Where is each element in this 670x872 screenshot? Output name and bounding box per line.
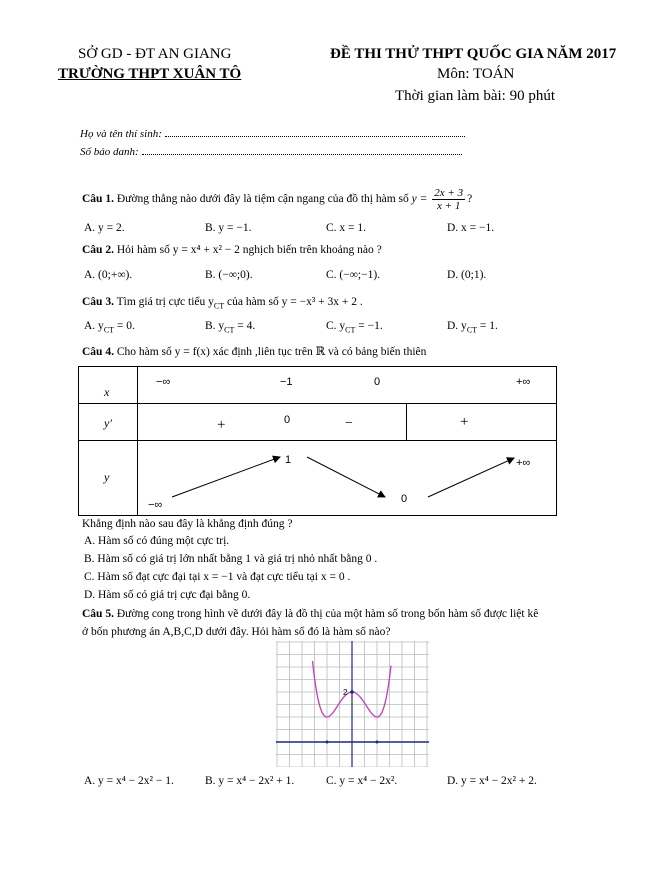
vt-x-pos-inf: +∞ — [516, 376, 531, 388]
vt-sign-minus: − — [345, 416, 353, 431]
q3-c-sub: CT — [345, 325, 356, 335]
duration: Thời gian làm bài: 90 phút — [395, 88, 555, 104]
q5-option-d[interactable]: D. y = x⁴ − 2x² + 2. — [447, 775, 537, 787]
question-2-label: Câu 2. — [82, 244, 114, 256]
q4-option-d[interactable]: D. Hàm số có giá trị cực đại bằng 0. — [84, 589, 251, 601]
vt-y-min: 0 — [401, 493, 408, 505]
question-1-text: Đường thẳng nào dưới đây là tiệm cận ngang của đồ thị hàm số — [116, 193, 409, 206]
question-4-text: Cho hàm số y = f(x) xác định ,liên tục trên ℝ và có bảng biến thiên — [116, 346, 427, 358]
q5-option-c[interactable]: C. y = x⁴ − 2x². — [326, 775, 398, 787]
q1-option-c[interactable]: C. x = 1. — [326, 222, 367, 234]
arrow-decreasing — [307, 457, 385, 497]
question-3-text2: của hàm số y = −x³ + 3x + 2 . — [224, 296, 363, 308]
department-name: SỞ GD - ĐT AN GIANG — [78, 46, 232, 62]
vt-y-label: y — [104, 470, 110, 484]
vt-x-minus1: −1 — [280, 376, 293, 388]
function-graph — [276, 641, 429, 767]
q3-a-post: = 0. — [114, 320, 135, 332]
q2-option-b[interactable]: B. (−∞;0). — [205, 269, 253, 281]
candidate-name-label: Họ và tên thí sinh: — [80, 128, 162, 140]
question-4-label: Câu 4. — [82, 346, 114, 358]
question-3-label: Câu 3. — [82, 296, 114, 308]
vt-yprime-label-text: y — [104, 416, 110, 430]
subject: Môn: TOÁN — [437, 66, 515, 82]
graph-point-x-minus1 — [326, 741, 329, 744]
q5-option-a[interactable]: A. y = x⁴ − 2x² − 1. — [84, 775, 174, 787]
q3-b-pre: B. y — [205, 320, 225, 332]
vt-x-neg-inf: −∞ — [156, 376, 171, 388]
q3-a-sub: CT — [103, 325, 115, 335]
q3-c-post: = −1. — [355, 320, 383, 332]
q3-d-post: = 1. — [477, 320, 498, 332]
vt-y-pos-inf: +∞ — [516, 457, 531, 469]
exam-title: ĐỀ THI THỬ THPT QUỐC GIA NĂM 2017 — [330, 46, 617, 62]
school-name: TRƯỜNG THPT XUÂN TÔ — [58, 66, 242, 82]
q1-option-b[interactable]: B. y = −1. — [205, 222, 252, 234]
q2-option-c[interactable]: C. (−∞;−1). — [326, 269, 381, 281]
vt-sign-zero: 0 — [284, 414, 291, 426]
vt-y-neg-inf: −∞ — [148, 499, 163, 511]
question-1-qmark: ? — [467, 193, 473, 206]
fraction-denominator: x + 1 — [437, 200, 461, 212]
vt-sign-plus-1: + — [217, 417, 226, 433]
candidate-id-label: Số báo danh: — [80, 146, 139, 158]
fraction-numerator: 2x + 3 — [434, 187, 464, 199]
vt-yprime-label: y′ — [104, 416, 112, 430]
question-5-text: Đường cong trong hình vẽ dưới đây là đồ thị của một hàm số trong bốn hàm số được liệt kê — [116, 608, 539, 620]
q2-option-a[interactable]: A. (0;+∞). — [84, 269, 133, 281]
vt-sign-plus-2: + — [460, 414, 469, 430]
q4-option-b[interactable]: B. Hàm số có giá trị lớn nhất bằng 1 và giá trị nhỏ nhất bằng 0 . — [84, 553, 378, 565]
vt-y-max: 1 — [285, 454, 292, 466]
q5-option-b[interactable]: B. y = x⁴ − 2x² + 1. — [205, 775, 295, 787]
question-4-prompt: Khẳng định nào sau đây là khẳng định đúng ? — [82, 518, 293, 530]
q1-option-a[interactable]: A. y = 2. — [84, 222, 125, 234]
question-1-fn-prefix: y = — [411, 193, 428, 206]
q3-c-pre: C. y — [326, 320, 346, 332]
arrow-increasing-2 — [428, 458, 514, 497]
question-5-text-line2: ở bốn phương án A,B,C,D dưới đây. Hỏi hàm số đó là hàm số nào? — [82, 626, 391, 638]
question-1-label: Câu 1. — [82, 193, 114, 206]
q1-option-d[interactable]: D. x = −1. — [447, 222, 495, 234]
q3-d-sub: CT — [466, 325, 478, 335]
q3-b-post: = 4. — [234, 320, 256, 332]
vt-x-zero: 0 — [374, 376, 381, 388]
graph-point-x-1 — [376, 741, 379, 744]
q3-a-pre: A. y — [84, 320, 104, 332]
q4-option-a[interactable]: A. Hàm số có đúng một cực trị. — [84, 535, 230, 547]
question-3-text: Tìm giá trị cực tiểu y — [116, 296, 214, 308]
q2-option-d[interactable]: D. (0;1). — [447, 269, 487, 281]
graph-point-y-intercept — [350, 690, 354, 694]
graph-tick-2: 2 — [343, 688, 348, 697]
arrow-increasing-1 — [172, 457, 280, 497]
question-5 — [82, 608, 538, 620]
question-2-text: Hỏi hàm số y = x⁴ + x² − 2 nghịch biến trên khoảng nào ? — [116, 244, 382, 256]
q3-b-sub: CT — [224, 325, 235, 335]
question-5-label: Câu 5. — [82, 608, 114, 620]
q3-d-pre: D. y — [447, 320, 467, 332]
q4-option-c[interactable]: C. Hàm số đạt cực đại tại x = −1 và đạt cực tiểu tại x = 0 . — [84, 571, 351, 583]
question-3-sub: CT — [213, 301, 225, 311]
vt-x-label: x — [104, 385, 110, 399]
